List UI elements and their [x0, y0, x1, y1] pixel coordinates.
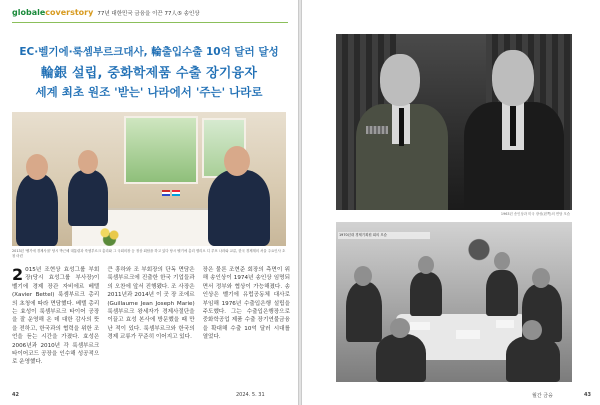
brand-logo: globalecoverstory [12, 8, 94, 17]
general-photo-caption: 1963년 송인상과 미국 장성(왼쪽)의 면담 모습 [500, 212, 570, 216]
page-header [12, 8, 200, 22]
meeting-photo-caption: 2013년 '벨기에 경제사절' 당시 박근혜 대통령과 룩셈부르크 총리와 그 국회의장 등 정상 회담을 하고 있다 당시 벨기에 총리 엘리오 디 루포 나라와 교류, 한국 경제계의 서울 주요인사 초청 마련 [12, 249, 286, 258]
headline-line-2: 輪銀 설립, 중화학제품 수출 장기융자 [40, 66, 258, 81]
series-title: 77년 대한민국 금융을 이끈 77人⑤ 송인상 [97, 11, 200, 17]
left-page-number: 42 [12, 392, 19, 398]
conference-photo [336, 222, 572, 382]
general-meeting-photo [336, 34, 572, 210]
conference-photo-caption: 1970년대 경제기획원 회의 모습 [338, 232, 430, 239]
right-page [302, 0, 600, 405]
body-column-2: 큰 흥하와 조 부회장의 단독 면담은 룩셈부르크에 진출한 한국 기업들과의 오찬에 앞서 진행됐다. 조 사장은 2011년과 2014년 이 곳 장 조에르(Guillaume Jean Joseph Marie) 룩셈부르크 왕세자가 경제사절단을 이끌고 효성 본사에 방문했을 때 만난 적이 있다. 룩셈부르크와 한국의 경제 교류가 꾸준히 이어지고 있다. [107, 267, 195, 341]
headline-line-1: EC·벨기에·룩셈부르크대사, 輪출입수출 10억 달러 달성 [19, 46, 279, 58]
drop-cap: 2 [12, 266, 24, 284]
header-rule [12, 22, 288, 23]
body-column-1: 2 015년 조현상 효성그룹 부회장(당시 효성그룹 부사장)이 벨기에 경제 장관 자비에르 베텔(Xavier Bettel) 룩셈부르크 총리의 초청에 따라 면담했다. 베텔 총리는 효성이 룩셈부르크 타이어 공장을 잘 운영해 온 데 대한 감사의 뜻을 전하고, 한국과의 협력을 위한 조언을 듣는 시간을 가졌다. 효성은 2006년과 2010년 각 룩셈부르크 타이어코드 공장을 인수해 성공적으로 운영했다. [12, 266, 100, 366]
right-section-name: 월간 금융 [532, 393, 553, 399]
headline-line-3: 세계 최초 원조 '받는' 나라에서 '주는' 나라로 [35, 85, 263, 99]
right-page-number: 43 [584, 392, 591, 398]
left-page [0, 0, 298, 405]
meeting-photo [12, 112, 286, 246]
article-body [12, 266, 290, 367]
body-column-3: 장은 물론 조현준 회장의 측면이 위해 송인상이 1974년 송인상 임명되면서 정부와 협상이 가능해졌다. 송인상은 벨기에 유럽공동체 대사로 부임해 1976년 수출입은행 설립을 주도했다. 그는 수출입은행장으로 중화학공업 제품 수출 장기연불금융을 확대해 수출 10억 달러 시대를 열었다. [202, 267, 290, 341]
left-issue-date: 2024. 5. 31 [236, 392, 265, 398]
